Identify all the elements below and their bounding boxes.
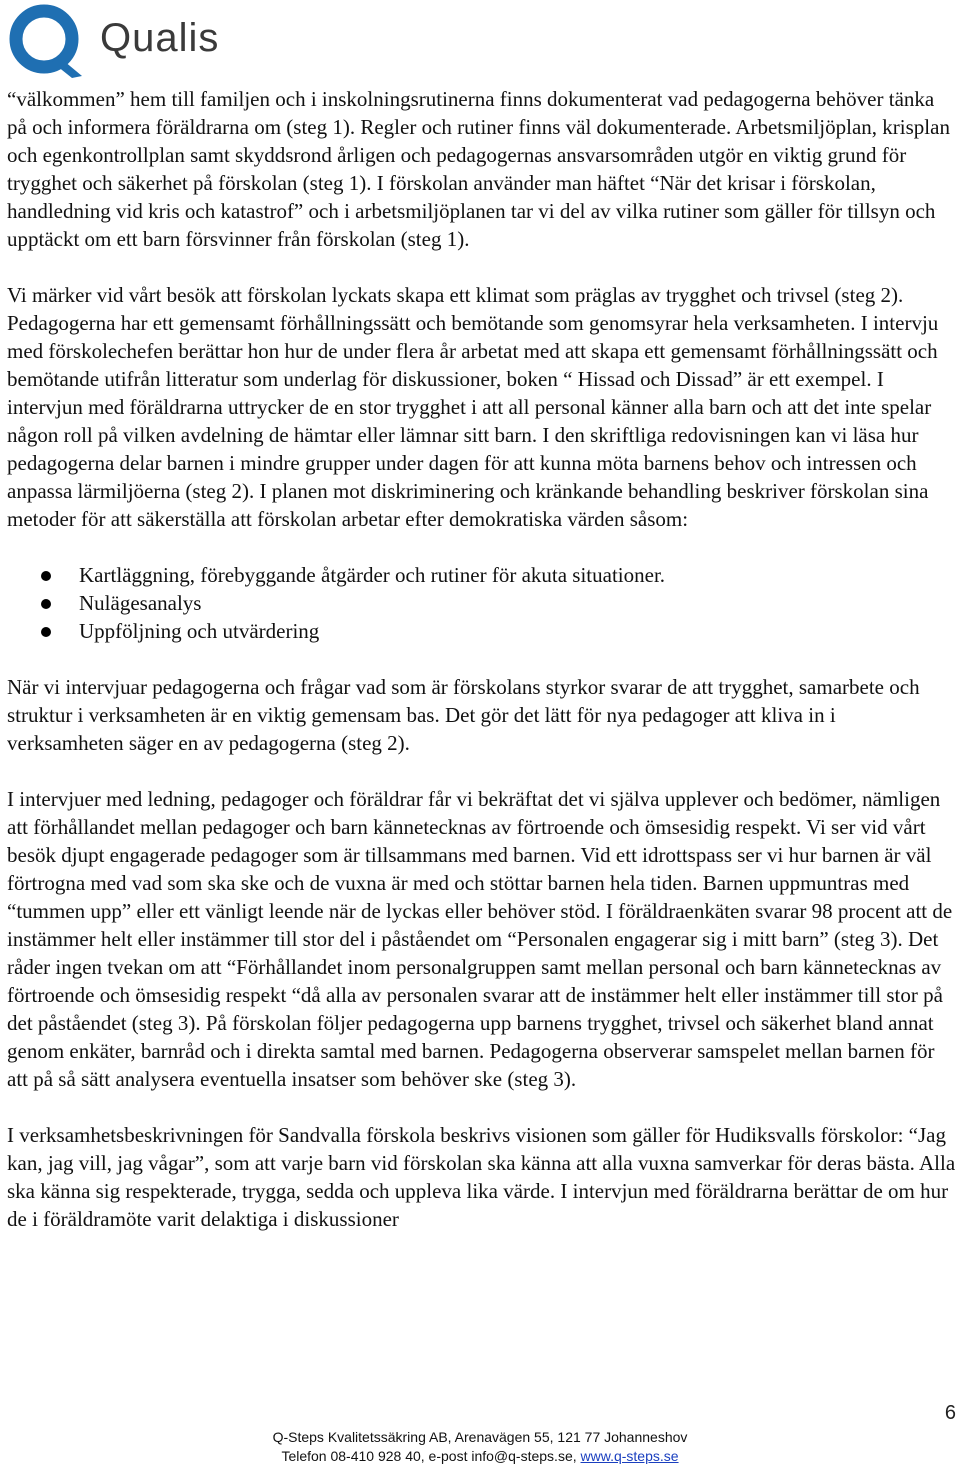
list-item-text: Uppföljning och utvärdering [79,619,320,643]
paragraph-3: När vi intervjuar pedagogerna och frågar vad som är förskolans styrkor svarar de att trygghet, samarbete och struktur i verksamheten är en viktig gemensam bas. Det gör det lätt för nya pedagoger att kliva in i verksamheten säger en av pedagogerna (steg 2). [7,675,920,755]
list-item-text: Kartläggning, förebyggande åtgärder och rutiner för akuta situationer. [79,563,666,587]
bullet-icon [41,571,51,581]
list-item [7,589,957,617]
footer-contact [0,1447,960,1466]
paragraph-5: I verksamhetsbeskrivningen för Sandvalla förskola beskrivs visionen som gäller för Hudiksvalls förskolor: “Jag kan, jag vill, jag vågar”, som att varje barn vid förskolan ska känna att alla vuxna samverkar för deras bästa. Alla ska känna sig respekterade, trygga, sedda och uppleva lika värde. I intervjun med föräldrarna berättar de om hur de i föräldramöte varit delaktiga i diskussioner [7,1123,956,1231]
bullet-icon [41,627,51,637]
page-footer [0,1428,960,1466]
paragraph-1: “välkommen” hem till familjen och i inskolningsrutinerna finns dokumenterat vad pedagogerna behöver tänka på och informera föräldrarna om (steg 1). Regler och rutiner finns väl dokumenterade. Arbetsmiljöplan, krisplan och egenkontrollplan samt skyddsrond årligen och pedagogernas ansvarsområden utgör en viktig grund för trygghet och säkerhet på förskolan (steg 1). I förskolan använder man häftet “När det krisar i förskolan, handledning vid kris och katastrof” och i arbetsmiljöplanen tar vi del av vilka rutiner som gäller för tillsyn och upptäckt om ett barn försvinner från förskolan (steg 1). [7,87,950,251]
logo-wordmark: Qualis [100,16,220,60]
footer-contact-text: Telefon 08-410 928 40, e-post info@q-steps.se, [281,1448,581,1464]
bullet-list [7,561,957,645]
paragraph-2: Vi märker vid vårt besök att förskolan lyckats skapa ett klimat som präglas av trygghet och trivsel (steg 2). Pedagogerna har ett gemensamt förhållningssätt och bemötande som genomsyrar hela verksamheten. I intervju med förskolechefen berättar hon hur de under flera år arbetat med att skapa ett gemensamt förhållningssätt och bemötande utifrån litteratur som underlag för diskussioner, boken “ Hissad och Dissad” är ett exempel. I intervjun med föräldrarna uttrycker de en stor trygghet i att all personal känner alla barn och att det inte spelar någon roll på vilken avdelning de hämtar eller lämnar sitt barn. I den skriftliga redovisningen kan vi läsa hur pedagogerna delar barnen i mindre grupper under dagen för att kunna möta barnens behov och intressen och anpassa lärmiljöerna (steg 2). I planen mot diskriminering och kränkande behandling beskriver förskolan sina metoder för att säkerställa att förskolan arbetar efter demokratiska värden såsom: [7,283,939,531]
bullet-icon [41,599,51,609]
website-link[interactable]: www.q-steps.se [580,1448,679,1464]
paragraph-4: I intervjuer med ledning, pedagoger och föräldrar får vi bekräftat det vi själva upplever och bedömer, nämligen att förhållandet mellan pedagoger och barn kännetecknas av förtroende och ömsesidig respekt. Vi ser vid vårt besök djupt engagerade pedagoger som är tillsammans med barnen. Vid ett idrottspass ser vi hur barnen är väl förtrogna med vad som ska ske och de vuxna är med och stöttar barnen hela tiden. Barnen uppmuntras med “tummen upp” eller ett vänligt leende när de lyckas eller behöver stöd. I föräldraenkäten svarar 98 procent att de instämmer helt eller instämmer till stor del i påståendet om “Personalen engagerar sig i mitt barn” (steg 3). Det råder ingen tvekan om att “Förhållandet inom personalgruppen samt mellan personal och barn kännetecknas av förtroende och ömsesidig respekt “då alla av personalen svarar att de instämmer helt eller instämmer till stor på det påståendet (steg 3). På förskolan följer pedagogerna upp barnens trygghet, trivsel och säkerhet bland annat genom enkäter, barnråd och i direkta samtal med barnen. Pedagogerna observerar samspelet mellan barnen för att på så sätt analysera eventuella insatser som behöver ske (steg 3). [7,787,953,1091]
list-item-text: Nulägesanalys [79,591,202,615]
list-item [7,617,957,645]
footer-address: Q-Steps Kvalitetssäkring AB, Arenavägen 55, 121 77 Johanneshov [272,1429,688,1445]
list-item [7,561,957,589]
page-number: 6 [944,1402,956,1424]
qualis-logo-mark-icon [6,4,96,80]
qualis-logo [6,4,236,80]
document-body [7,85,957,1261]
